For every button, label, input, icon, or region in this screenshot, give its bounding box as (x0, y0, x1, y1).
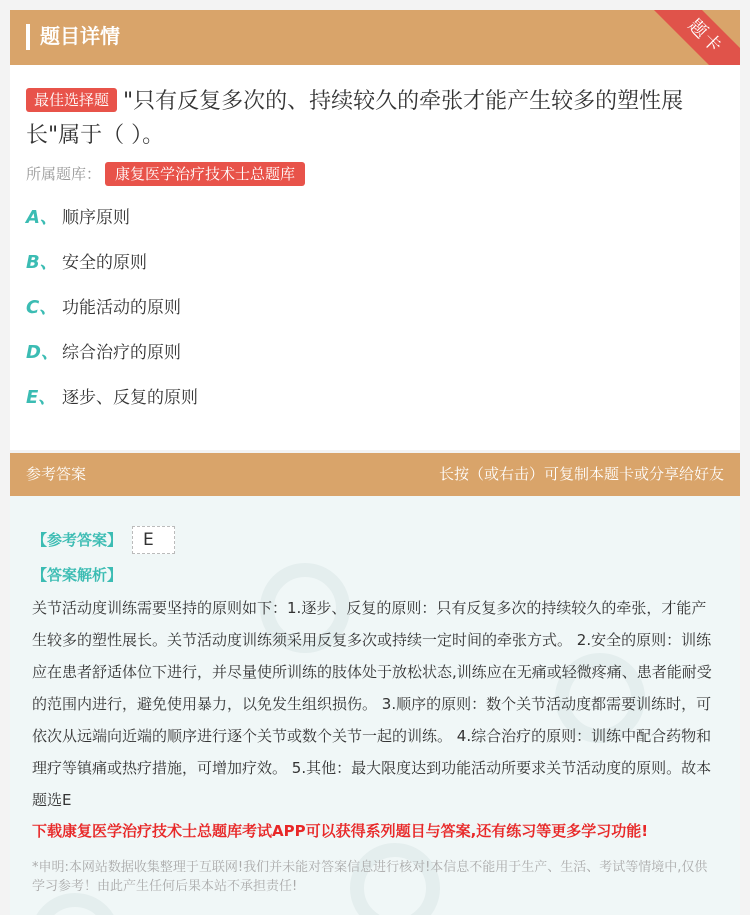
option-text: 逐步、反复的原则 (62, 388, 198, 408)
answer-label: 【参考答案】 (32, 531, 123, 549)
option-b[interactable] (26, 250, 724, 295)
option-e[interactable] (26, 385, 724, 430)
option-text: 安全的原则 (62, 253, 147, 273)
question-stem (10, 65, 740, 153)
answer-header (10, 453, 740, 496)
option-letter: A、 (26, 207, 58, 228)
option-letter: B、 (26, 252, 58, 273)
option-a[interactable] (26, 205, 724, 250)
card-header (10, 10, 740, 65)
answer-card (10, 453, 740, 915)
source-label: 所属题库： (26, 165, 102, 183)
app-download-promo[interactable]: 下载康复医学治疗技术士总题库考试APP可以获得系列题目与答案,还有练习等更多学习功能! (32, 822, 649, 840)
share-hint: 长按（或右击）可复制本题卡或分享给好友 (438, 465, 724, 483)
analysis-text: 关节活动度训练需要坚持的原则如下：1.逐步、反复的原则：只有反复多次的持续较久的牵张，才能产生较多的塑性展长。关节活动度训练须采用反复多次或持续一定时间的牵张方式。 2.安全的原则：训练应在患者舒适体位下进行，并尽量使所训练的肢体处于放松状态,训练应在无痛或轻微疼痛、患者能耐受的范围内进行，避免使用暴力，以免发生组织损伤。 3.顺序的原则：数个关节活动度都需要训练时，可依次从远端向近端的顺序进行逐个关节或数个关节一起的训练。 4.综合治疗的原则：训练中配合药物和理疗等镇痛或热疗措施，可增加疗效。 5.其他：最大限度达到功能活动所要求关节活动度的原则。故本题选E (32, 599, 712, 809)
question-card-ribbon[interactable]: 题卡 (640, 10, 740, 65)
question-type-badge: 最佳选择题 (26, 88, 117, 112)
option-text: 综合治疗的原则 (62, 343, 181, 363)
answer-row (32, 522, 720, 558)
analysis-label: 【答案解析】 (32, 566, 123, 584)
question-card (10, 10, 740, 450)
answer-body (10, 496, 740, 896)
option-letter: C、 (26, 297, 58, 318)
watermark-logo-icon (30, 893, 120, 915)
option-letter: D、 (26, 342, 59, 363)
option-text: 功能活动的原则 (62, 298, 181, 318)
answer-value: E (132, 526, 175, 554)
disclaimer-text: *申明:本网站数据收集整理于互联网!我们并未能对答案信息进行核对!本信息不能用于生产、生活、考试等情境中,仅供学习参考！由此产生任何后果本站不承担责任! (32, 860, 708, 894)
answer-section-title: 参考答案 (26, 465, 87, 483)
options-list (10, 187, 740, 450)
option-d[interactable] (26, 340, 724, 385)
page-title: 题目详情 (40, 24, 120, 48)
option-c[interactable] (26, 295, 724, 340)
option-text: 顺序原则 (62, 208, 130, 228)
question-bank-link[interactable]: 康复医学治疗技术士总题库 (105, 162, 305, 186)
question-source (10, 153, 740, 187)
header-accent-bar (26, 24, 30, 50)
option-letter: E、 (26, 387, 57, 408)
question-text: "只有反复多次的、持续较久的牵张才能产生较多的塑性展长"属于（ ）。 (26, 89, 684, 148)
